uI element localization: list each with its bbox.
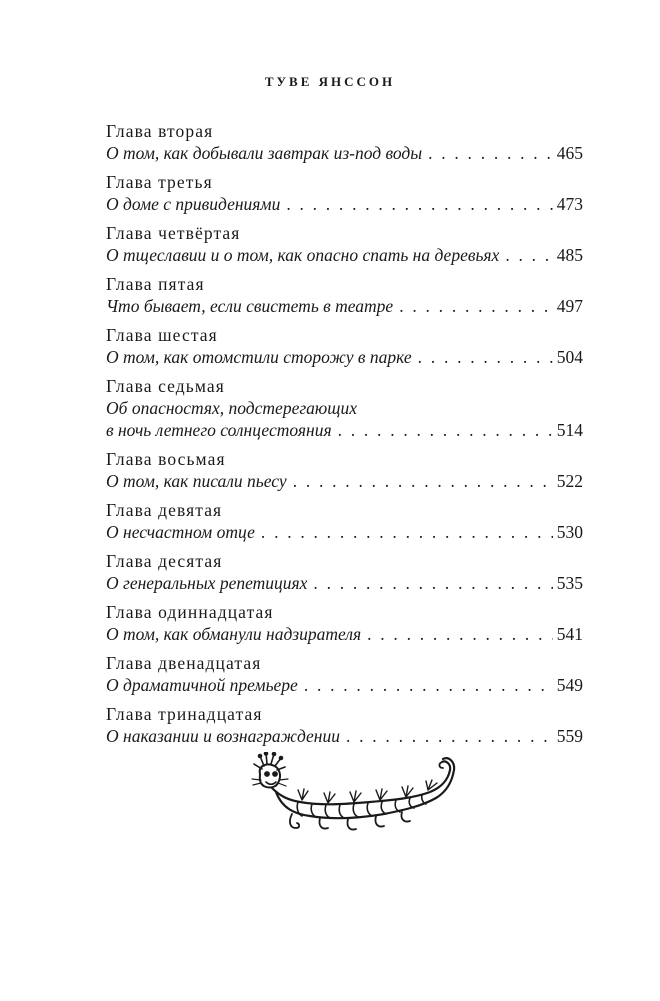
chapter-label: Глава двенадцатая (106, 653, 262, 673)
dot-leader (304, 674, 553, 696)
chapter-title: О несчастном отце (106, 522, 255, 542)
chapter-title: Что бывает, если свистеть в театре (106, 296, 394, 316)
toc-entry (106, 324, 583, 375)
toc-line[interactable] (106, 470, 583, 492)
chapter-label: Глава восьмая (106, 449, 226, 469)
chapter-label: Глава шестая (106, 325, 218, 345)
toc-line[interactable] (106, 572, 583, 594)
chapter-label: Глава четвёртая (106, 223, 241, 243)
chapter-label: Глава девятая (106, 500, 223, 520)
dot-leader (505, 244, 552, 266)
toc-entry (106, 601, 583, 652)
toc-entry (106, 171, 583, 222)
toc-line[interactable] (106, 725, 583, 747)
table-of-contents (106, 120, 583, 754)
page-number: 497 (556, 296, 583, 316)
chapter-title: О наказании и вознаграждении (106, 726, 340, 746)
page-number: 504 (556, 347, 583, 367)
toc-line[interactable] (106, 419, 583, 441)
toc-line[interactable] (106, 521, 583, 543)
dot-leader (286, 193, 552, 215)
chapter-label: Глава третья (106, 172, 213, 192)
toc-entry (106, 550, 583, 601)
page-number: 485 (556, 245, 583, 265)
chapter-title: О том, как обманули надзирателя (106, 624, 362, 644)
toc-line[interactable] (106, 142, 583, 164)
chapter-label: Глава седьмая (106, 376, 225, 396)
dot-leader (418, 346, 553, 368)
chapter-title: О доме с привидениями (106, 194, 281, 214)
dot-leader (399, 295, 553, 317)
chapter-title: О том, как писали пьесу (106, 471, 287, 491)
page-number: 514 (556, 420, 583, 440)
chapter-title: О драматичной премьере (106, 675, 298, 695)
toc-entry (106, 652, 583, 703)
toc-line[interactable] (106, 193, 583, 215)
chapter-label: Глава одиннадцатая (106, 602, 274, 622)
dot-leader (293, 470, 553, 492)
dot-leader (338, 419, 553, 441)
running-head: ТУВЕ ЯНССОН (264, 74, 396, 89)
dot-leader (346, 725, 553, 747)
chapter-label: Глава тринадцатая (106, 704, 263, 724)
toc-line[interactable] (106, 623, 583, 645)
chapter-label: Глава десятая (106, 551, 223, 571)
chapter-title: в ночь летнего солнцестояния (106, 420, 332, 440)
page-number: 549 (556, 675, 583, 695)
page-number: 535 (556, 573, 583, 593)
toc-line[interactable] (106, 295, 583, 317)
toc-entry (106, 703, 583, 754)
dot-leader (428, 142, 553, 164)
chapter-label: Глава вторая (106, 121, 214, 141)
chapter-title: О том, как добывали завтрак из-под воды (106, 143, 423, 163)
toc-entry (106, 273, 583, 324)
toc-line[interactable] (106, 244, 583, 266)
page-number: 465 (556, 143, 583, 163)
toc-entry (106, 448, 583, 499)
page-number: 559 (556, 726, 583, 746)
dot-leader (367, 623, 553, 645)
page-number: 473 (556, 194, 583, 214)
dot-leader (313, 572, 552, 594)
chapter-label: Глава пятая (106, 274, 205, 294)
chapter-title: О генеральных репетициях (106, 573, 308, 593)
page-number: 530 (556, 522, 583, 542)
chapter-title: О тщеславии и о том, как опасно спать на деревьях (106, 245, 500, 265)
page-number: 541 (556, 624, 583, 644)
toc-entry (106, 222, 583, 273)
toc-entry (106, 375, 583, 448)
toc-line[interactable] (106, 346, 583, 368)
chapter-title: О том, как отомстили сторожу в парке (106, 347, 412, 367)
toc-line[interactable] (106, 674, 583, 696)
toc-entry (106, 120, 583, 171)
dot-leader (261, 521, 553, 543)
creature-illustration-icon (250, 752, 466, 840)
page-number: 522 (556, 471, 583, 491)
toc-entry (106, 499, 583, 550)
chapter-title-first-line: Об опасностях, подстерегающих (106, 398, 357, 418)
